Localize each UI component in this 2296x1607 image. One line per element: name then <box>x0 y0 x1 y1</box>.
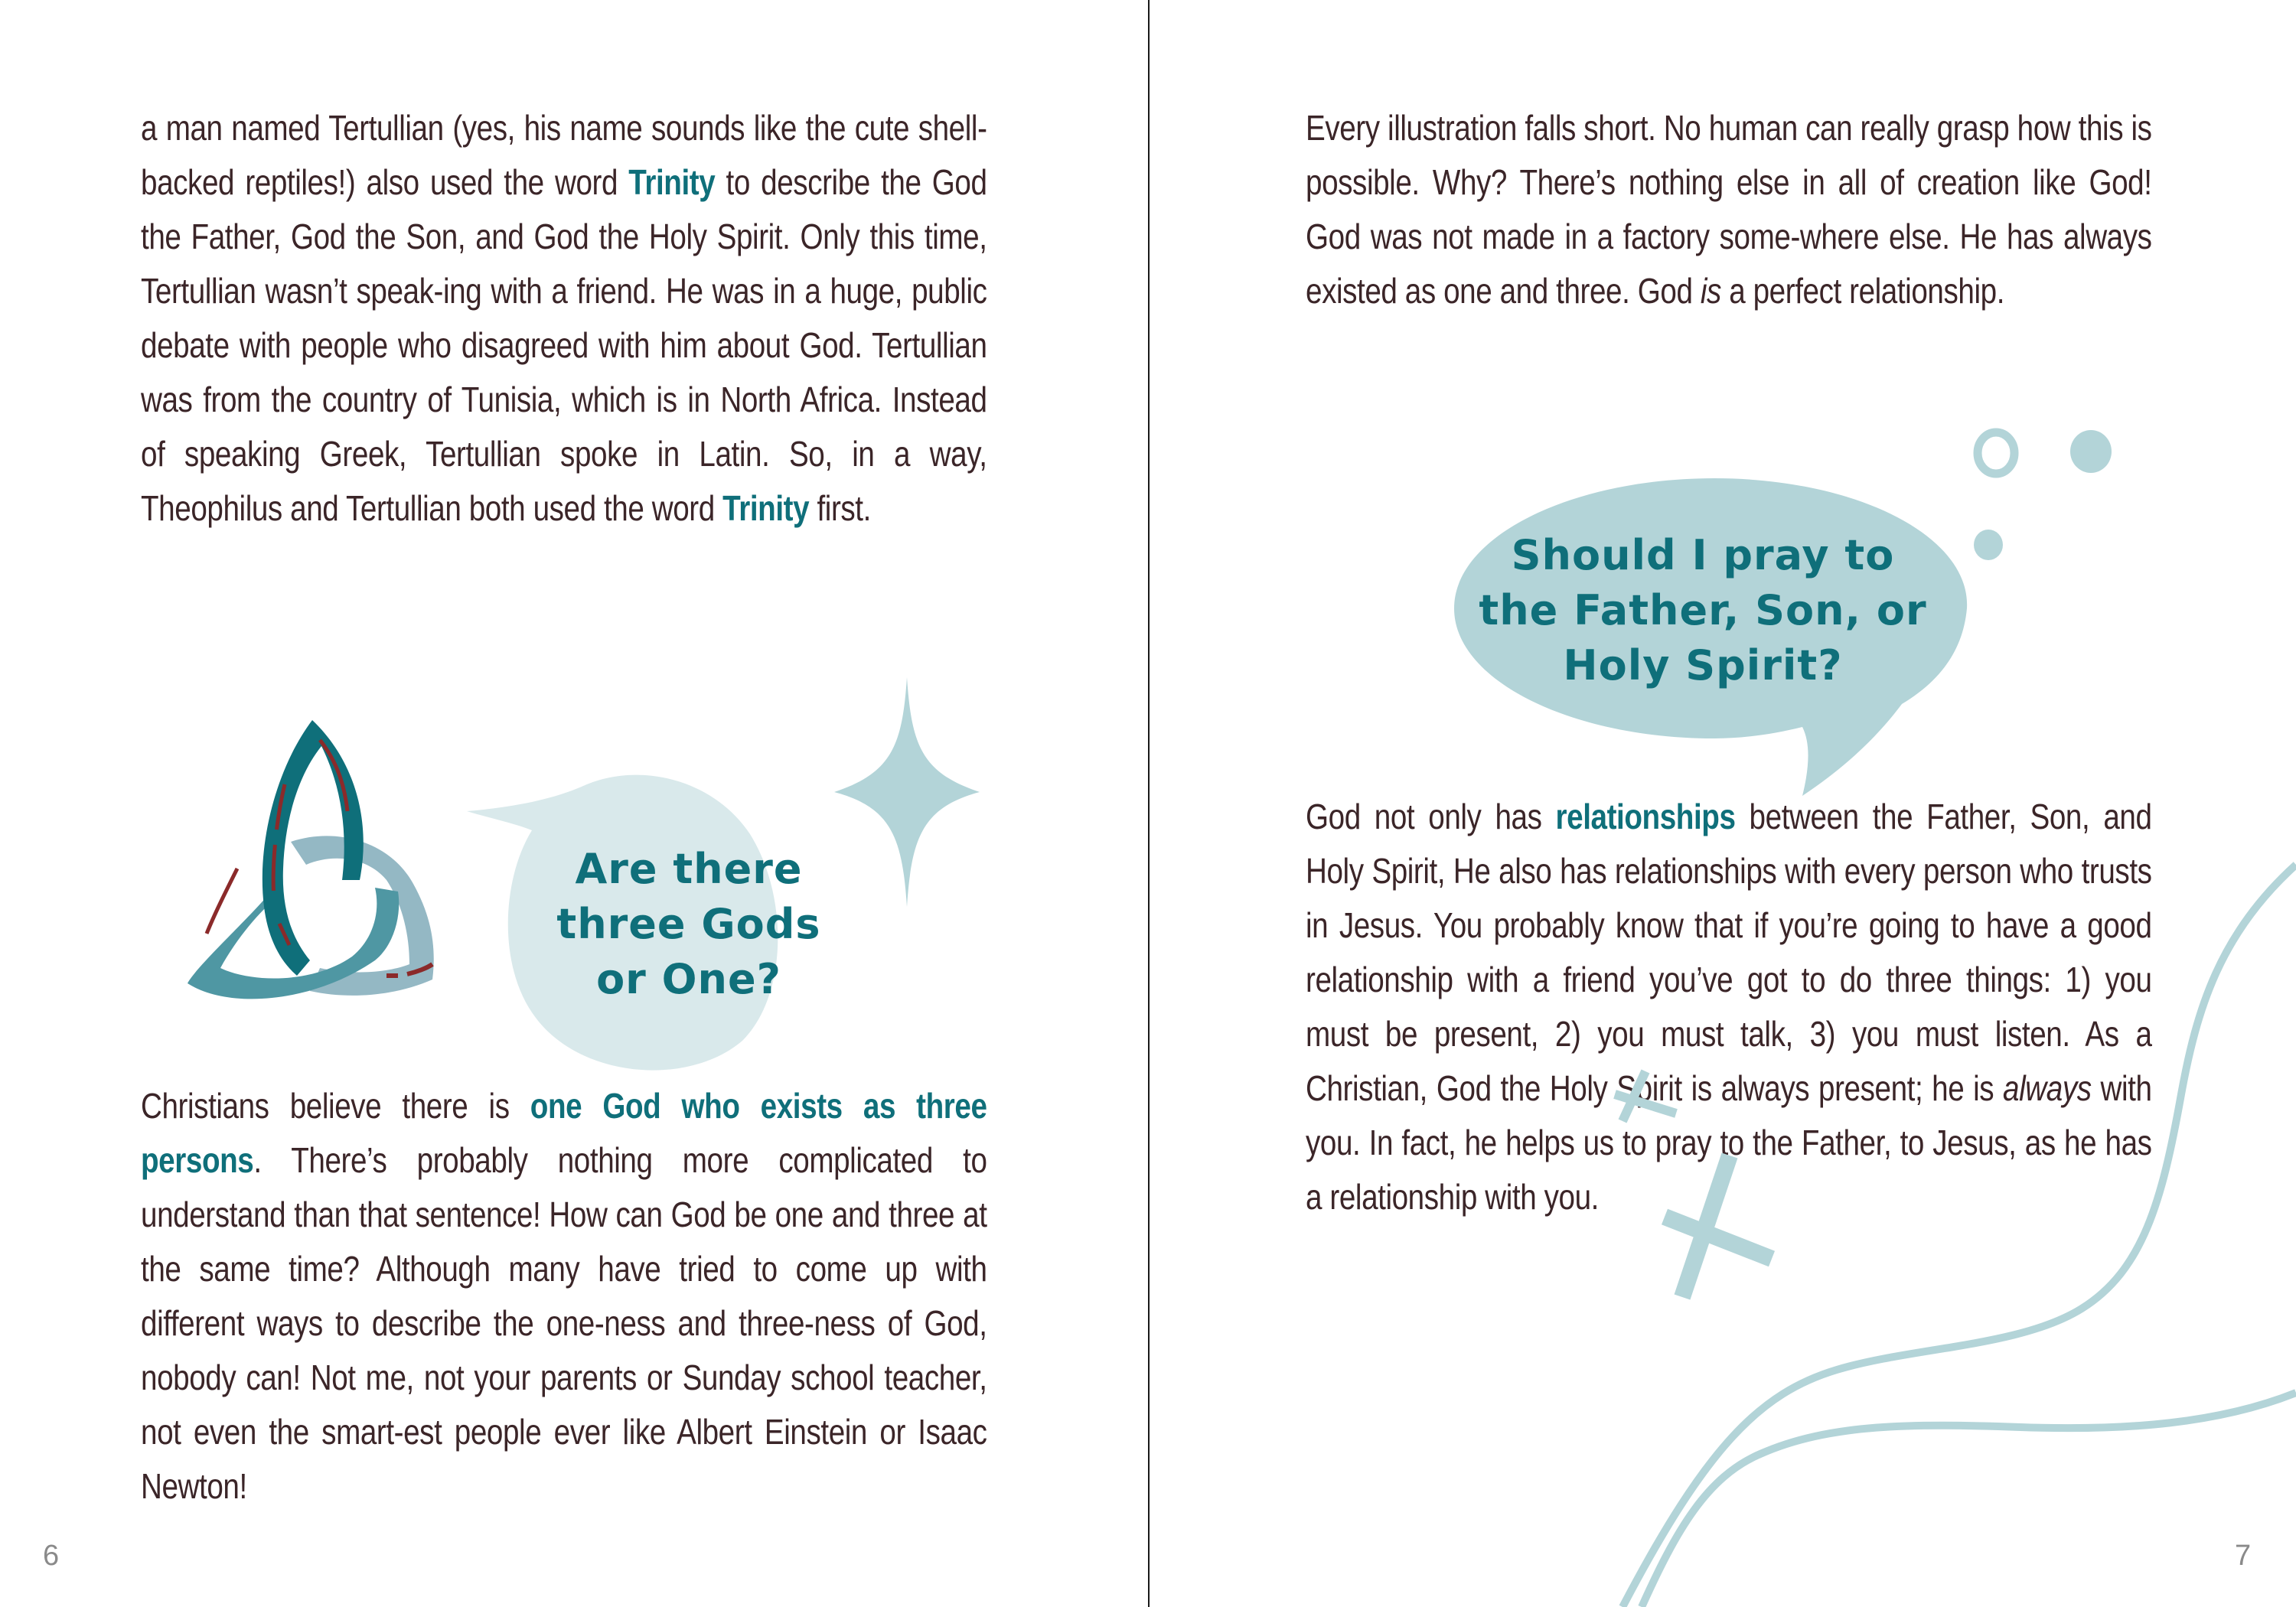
highlight-term-relationships: relationships <box>1555 797 1736 836</box>
left-paragraph-1 <box>141 101 987 536</box>
bubble-line: the Father, Son, or <box>1479 586 1927 634</box>
thought-bubble-dots <box>1959 421 2128 574</box>
body-text: between the Father, Son, and Holy Spirit, He also has relationships with every person who trusts in Jesus. You probably know that if you’re going to have a good relationship with a friend you’ve got to do three things: 1) you must be present, 2) you must talk, 3) you must listen. As a Christian, God the Holy Spirit is always present; he is <box>1306 797 2152 1108</box>
body-text: Christians believe there is <box>141 1086 530 1126</box>
emphasis-text: is <box>1700 271 1721 311</box>
bubble-line: Are there <box>575 845 803 893</box>
body-text: God not only has <box>1306 797 1556 836</box>
emphasis-text: always <box>2003 1068 2092 1108</box>
body-text: Every illustration falls short. No human can really grasp how this is possible. Why? There’s nothing else in all of creation like God! God was not made in a factory some-where else. He has always existed as one and three. God <box>1306 108 2152 311</box>
bubble-line: three Gods <box>556 900 821 948</box>
highlight-term-trinity: Trinity <box>722 488 810 528</box>
body-text: with you. In fact, he helps us to pray to the Father, to Jesus, as he has a relationship with you. <box>1306 1068 2152 1217</box>
bubble-line: Should I pray to <box>1511 531 1895 579</box>
bubble-line: Holy Spirit? <box>1563 641 1843 689</box>
page-number-right: 7 <box>2235 1540 2252 1572</box>
highlight-term: one God who exists as three persons <box>141 1086 987 1180</box>
bubble-question-right <box>1469 528 1936 693</box>
body-text: a man named Tertullian (yes, his name sounds like the cute shell-backed reptiles!) also used the word <box>141 108 987 202</box>
left-paragraph-2 <box>141 1079 987 1514</box>
body-text: to describe the God the Father, God the Son, and God the Holy Spirit. Only this time, Tertullian wasn’t speak-ing with a friend. He was in a huge, public debate with people who disagreed with him about God. Tertullian was from the country of Tunisia, which is in North Africa. Instead of speaking Greek, Tertullian spoke in Latin. So, in a way, Theophilus and Tertullian both used the word <box>141 162 987 528</box>
body-text: first. <box>809 488 871 528</box>
page-gutter-divider <box>1148 0 1150 1607</box>
page-number-left: 6 <box>43 1540 60 1572</box>
body-text: a perfect relationship. <box>1720 271 2005 311</box>
sparkle-star-icon <box>830 677 983 907</box>
body-text: . There’s probably nothing more complicated to understand than that sentence! How can God be one and three at the same time? Although many have tried to come up with different ways to describe the one-ness and three-ness of God, nobody can! Not me, not your parents or Sunday school teacher, not even the smart-est people ever like Albert Einstein or Isaac Newton! <box>141 1140 987 1506</box>
right-paragraph-1 <box>1306 101 2152 318</box>
highlight-term-trinity: Trinity <box>628 162 716 202</box>
trinity-knot-icon <box>184 715 490 1006</box>
bubble-question-left <box>536 842 842 1007</box>
bubble-line: or One? <box>596 955 781 1003</box>
decorative-swirl-lines <box>1592 842 2296 1607</box>
